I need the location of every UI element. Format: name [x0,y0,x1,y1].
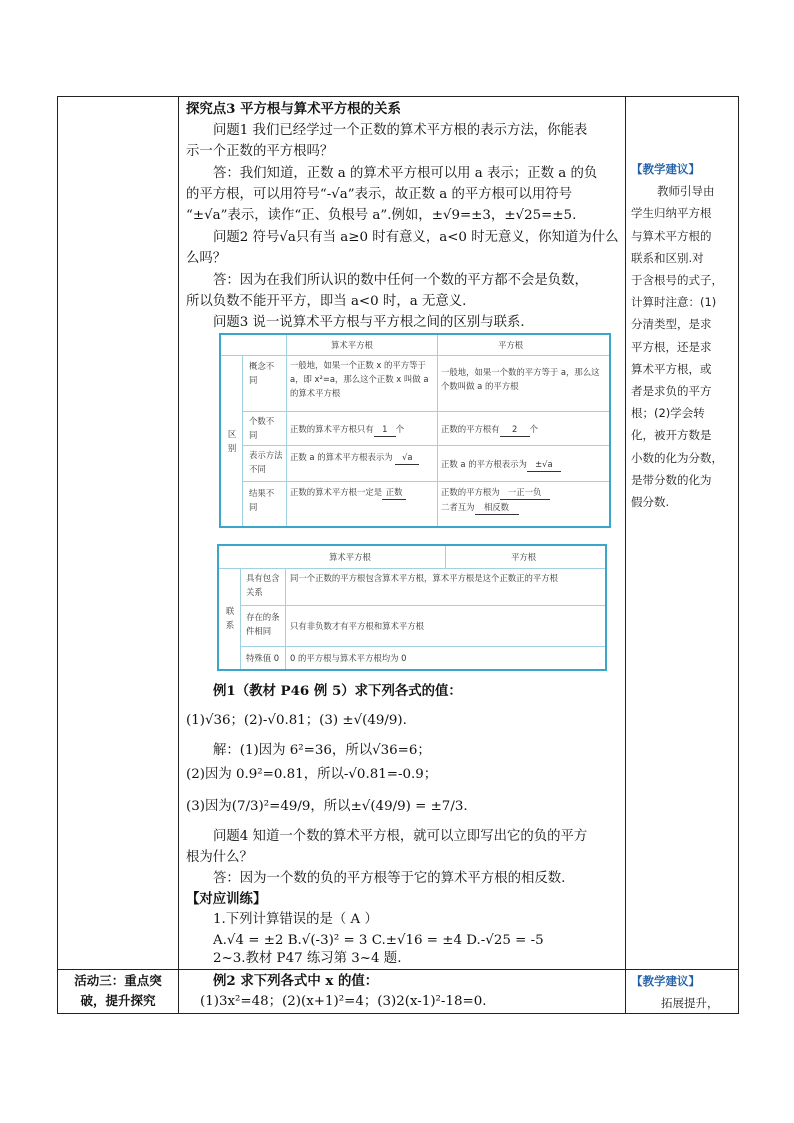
question-2-line-a: 问题2 符号√a只有当 a≥0 时有意义，a<0 时无意义，你知道为什么 [213,230,619,245]
teaching-tip-line: 化，被开方数是 [631,428,712,443]
row-notation-arith [290,450,434,465]
connection-header-arith: 算术平方根 [329,552,371,562]
row-count-square-text: 正数的平方根有 [441,424,500,434]
section-title: 探究点3 平方根与算术平方根的关系 [186,101,401,117]
row-count-square-tail: 个 [529,424,538,434]
connection-label-special: 特殊值 0 [246,653,280,663]
row-count-arith-blank: 1 [374,422,396,437]
connection-col-line-c [445,546,446,568]
row-concept-arith: 一般地，如果一个正数 x 的平方等于 a，即 x²=a，那么这个正数 x 叫做 a 的算术平方根 [290,360,429,398]
question-3: 问题3 说一说算术平方根与平方根之间的区别与联系. [213,315,525,330]
example-1-solution-1: 解：(1)因为 6²=36，所以√36=6； [213,743,431,758]
row-label-notation: 表示方法不同 [249,450,283,474]
row-label-concept: 概念不同 [249,361,275,385]
answer-1-line-c: “±√a”表示，读作“正、负根号 a”.例如，±√9=±3，±√25=±5. [186,208,577,223]
difference-header-arith: 算术平方根 [331,340,373,350]
question-4-line-a: 问题4 知道一个数的算术平方根，就可以立即写出它的负的平方 [213,829,588,844]
row-notation-square [441,457,561,472]
row-count-square-blank: 2 [500,422,530,437]
teaching-tip-line: 教师引导由 [657,184,715,199]
teaching-tip-line: 分清类型，是求 [631,317,712,332]
row-result-arith-text: 正数的算术平方根一定是 [290,487,383,497]
row-result-arith-blank: 正数 [382,485,406,500]
answer-2-line-a: 答：因为在我们所认识的数中任何一个数的平方都不会是负数， [213,273,588,288]
row-label-count: 个数不同 [249,416,275,440]
teaching-tip-line: 与算术平方根的 [631,228,712,243]
teaching-tip-2 [631,970,735,1014]
row-concept-square: 一般地，如果一个数的平方等于 a，那么这个数叫做 a 的平方根 [441,367,600,391]
difference-header-square: 平方根 [498,340,524,350]
connection-header-line [219,568,605,569]
difference-col-line-a [242,355,243,526]
teaching-tip-line: 平方根，还是求 [631,339,712,354]
teaching-tip-line: 学生归纳平方根 [631,206,712,221]
row-notation-arith-text: 正数 a 的算术平方根表示为 [290,452,393,462]
connection-inclusion-text: 同一个正数的平方根包含算术平方根，算术平方根是这个正数正的平方根 [290,573,558,583]
row-result-square-blank: 一正一负 [500,485,550,500]
connection-table [217,544,607,671]
difference-col-line-c [437,335,438,526]
row-notation-arith-blank: √a [395,450,419,465]
activity-3-label-b: 破，提升探究 [80,993,156,1008]
connection-special-text: 0 的平方根与算术平方根均为 0 [290,653,407,663]
difference-row-line-2 [242,445,609,446]
teaching-tip-line: 联系和区别.对 [631,250,704,265]
teaching-tip-line: 是带分数的化为 [631,472,712,487]
table-left-border [57,96,58,1014]
table-top-border [57,96,738,97]
teaching-tip-line: 小数的化为分数， [631,450,723,465]
row-result-square-blank2: 相反数 [475,500,519,515]
connection-group-label: 联系 [225,606,235,630]
teaching-tip [631,158,735,513]
answer-2-line-b: 所以负数不能开平方，即当 a<0 时，a 无意义. [186,294,467,309]
example-1-solution-2: (2)因为 0.9²=0.81，所以-√0.81=-0.9； [186,767,438,782]
question-4-answer: 答：因为一个数的负的平方根等于它的算术平方根的相反数. [213,871,566,886]
practice-options: A.√4 = ±2 B.√(-3)² = 3 C.±√16 = ±4 D.-√25 = -5 [213,933,544,948]
row-label-result: 结果不同 [249,488,275,512]
row-result-square-more: 二者互为 [441,502,475,512]
row-result-square [441,485,605,515]
connection-col-line-b [285,568,286,669]
example-2-title: 例2 求下列各式中 x 的值： [213,973,379,989]
question-2-line-b: 么吗？ [186,251,227,266]
difference-row-line-3 [242,481,609,482]
question-1-line-a [213,120,587,142]
practice-question-2-3: 2~3.教材 P47 练习第 3~4 题. [213,951,402,966]
row-count-arith-tail: 个 [395,424,405,434]
activity-3-label [58,971,178,1011]
teaching-tip-2-line: 拓展提升， [661,996,719,1011]
practice-question-1: 1.下列计算错误的是（ A ） [213,912,378,927]
difference-table [219,333,611,528]
connection-condition-text: 只有非负数才有平方根和算术平方根 [290,621,424,631]
teaching-tip-2-title: 【教学建议】 [631,974,700,988]
table-col-divider-1 [178,96,179,1014]
row-count-arith-text: 正数的算术平方根只有 [290,424,374,434]
teaching-tip-line: 根；(2)学会转 [631,406,705,421]
table-col-divider-2 [625,96,626,1014]
connection-col-line-a [240,568,241,669]
row-notation-square-text: 正数 a 的平方根表示为 [441,459,527,469]
question-1-text-a: 问题1 我们已经学过一个正数的算术平方根的表示方法，你能表 [213,123,588,138]
example-2-items: (1)3x²=48；(2)(x+1)²=4；(3)2(x-1)²-18=0. [200,994,487,1009]
row-count-arith [290,422,404,437]
difference-header-line [221,355,609,356]
teaching-tip-line: 计算时注意：(1) [631,295,717,310]
table-right-border [738,96,739,1014]
row-count-square [441,422,538,437]
teaching-tip-line: 者是求负的平方 [631,384,712,399]
teaching-tip-line: 算术平方根，或 [631,361,712,376]
example-1-items: (1)√36；(2)-√0.81；(3) ±√(49/9). [186,713,407,728]
teaching-tip-title: 【教学建议】 [631,162,700,176]
question-1-line-b: 示一个正数的平方根吗？ [186,144,334,159]
row-result-square-text: 正数的平方根为 [441,487,500,497]
connection-label-inclusion: 具有包含关系 [246,573,280,597]
row-notation-square-blank: ±√a [527,457,561,472]
difference-col-line-b [286,335,287,526]
answer-1-line-b: 的平方根，可以用符号“-√a”表示，故正数 a 的平方根可以用符号 [186,187,572,202]
teaching-tip-line: 假分数. [631,495,670,510]
connection-row-line-2 [240,646,605,647]
example-1-title: 例1（教材 P46 例 5）求下列各式的值： [213,683,462,699]
question-4-line-b: 根为什么？ [186,850,253,865]
practice-title: 【对应训练】 [186,891,267,907]
difference-row-line-1 [242,411,609,412]
example-1-solution-3: (3)因为(7/3)²=49/9，所以±√(49/9) = ±7/3. [186,799,468,814]
connection-header-square: 平方根 [511,552,537,562]
connection-row-line-1 [240,605,605,606]
teaching-tip-line: 于含根号的式子， [631,273,723,288]
difference-group-label: 区别 [227,429,237,453]
activity-3-label-a: 活动三：重点突 [74,973,162,988]
connection-label-condition: 存在的条件相同 [246,612,280,636]
answer-1-line-a: 答：我们知道，正数 a 的算术平方根可以用 a 表示；正数 a 的负 [213,166,598,181]
row-result-arith [290,485,434,500]
